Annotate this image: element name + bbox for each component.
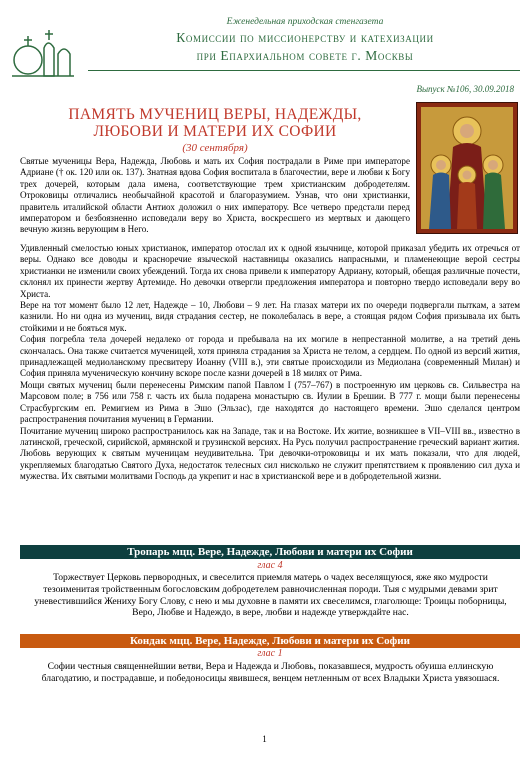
paragraph: Мощи святых мучениц были перенесены Римским папой Павлом I (757–767) в построенную им церковь св. Сильвестра на Марсовом поле; в 756 или 758 г. часть их была подарена монастырю св. Иулии в Брешии. В 777 г. мощи были перенесены Страсбургским еп. Ремигием из Рима в Эшо (Эльзас), где находятся до настоящего времени. Эшо сделался центром распространения почитания мучениц в Германии. — [20, 379, 520, 425]
kontakion-text: Софии честныя священнейшии ветви, Вера и Надежда и Любовь, показавшеся, мудрость обуиша еллинскую благодатию, и пострадавше, и победоносицы явившеся, венцем нетленным от всех Владыки Христа увязошася. — [41, 661, 500, 684]
troparion-text: Торжествует Церковь первородных, и свеселится приемля матерь о чадех веселящуюся, яже яко мудрости тезоименитая тройственным богословским добродетелем равночисленная породи. Тыя с мудрыми девами зрит уневестившийся Жениху Богу Слову, с нею и мы духовне в памяти их свеселимся, глаголюще: Троицы поборницы, Веро, Любве и Надеждо, в вере, любви и надежде утверждайте нас. — [34, 572, 507, 619]
troparion-heading: Тропарь мцц. Вере, Надежде, Любови и матери их Софии — [20, 545, 520, 559]
title-line-2: ЛЮБОВИ И МАТЕРИ ИХ СОФИИ — [93, 123, 337, 140]
paragraph: Удивленный смелостью юных христианок, император отослал их к одной язычнице, которой приказал убедить их отречься от веры. Однако все доводы и красноречие языческой наставницы оказались напрасными, и пламенеющие верой сестры христианки не изменили своих убеждений. Тогда их снова привели к императору Адриану, который, обещая различные почести, склонял их принести жертву Артемиде. Но девочки отвергли предложения императора и повторно твердо исповедали веру во Христа. — [20, 243, 520, 299]
paragraph: Вере на тот момент было 12 лет, Надежде – 10, Любови – 9 лет. На глазах матери их по очереди подвергали пыткам, а затем казнили. Но ни одна из мучениц, видя страдания сестер, не поколебалась в вере, а стоящая рядом София призывала их быть стойкими и не бояться мук. — [20, 300, 520, 333]
title-line-1: ПАМЯТЬ МУЧЕНИЦ ВЕРЫ, НАДЕЖДЫ, — [68, 106, 362, 123]
kontakion-heading: Кондак мцц. Вере, Надежде, Любови и матери их Софии — [20, 634, 520, 648]
paragraph: София погребла тела дочерей недалеко от города и пребывала на их могиле в непрестанной молитве, а на третий день скончалась. Она также считается мученицей, хотя приняла страдания за Христа не телом, а сердцем. По одной из версий жития, принадлежащей медиоланскому пресвитеру Иоанну (VIII в.), эти святые происходили из Медиолана (современный Милан) и София приняла мученическую кончину вскоре после казни дочерей в 18 милях от Рима. — [20, 334, 520, 379]
org-name-line1: Комиссии по миссионерству и катехизации — [176, 30, 434, 45]
church-logo — [8, 18, 76, 80]
issue-number: Выпуск №106, 30.09.2018 — [416, 84, 514, 94]
paragraph: Почитание мучениц широко распространилось как на Западе, так и на Востоке. Их житие, возникшее в VII–VIII вв., известно в латинской, греческой, сирийской, армянской и грузинской версиях. На Русь получил распространение греческий вариант жития. — [20, 425, 520, 447]
org-name-line2: при Епархиальном совете г. Москвы — [196, 48, 414, 63]
article-intro — [20, 156, 410, 236]
feast-date: (30 сентября) — [182, 142, 248, 154]
newsletter-subtitle: Еженедельная приходская стенгазета — [226, 17, 384, 27]
troparion-tone: глас 4 — [257, 560, 283, 571]
article-body — [20, 243, 520, 483]
paragraph: Святые мученицы Вера, Надежда, Любовь и мать их София пострадали в Риме при императоре Адриане († ок. 120 или ок. 137). Знатная вдова София воспитала в благочестии, вере и любви к Богу трех дочерей, которым дала имена, соответствующие трем христианским добродетелям. Отроковицы отличались необычайной красотой и благоразумием. Узнав, что они христианки, правитель италийской области Антиох доложил о них императору. Все четверо предстали перед императором и безбоязненно исповедали веру во Христа, воскресшего из мертвых и дающего вечную жизнь верующим в Него. — [20, 156, 410, 235]
header-divider — [88, 70, 520, 71]
kontakion-tone: глас 1 — [257, 648, 283, 659]
page-number: 1 — [262, 734, 267, 744]
paragraph: Любовь верующих к святым мученицам неудивительна. Три девочки-отроковицы и их мать показали, что для людей, укрепляемых благодатью Святого Духа, недостаток телесных сил нисколько не служит препятствием к проявлению сил духа и мужества. Их святыми молитвами Господь да укрепит и нас в христианской вере и в добродетельной жизни. — [20, 448, 520, 482]
article-title — [20, 106, 410, 140]
saints-icon-image — [416, 102, 518, 234]
